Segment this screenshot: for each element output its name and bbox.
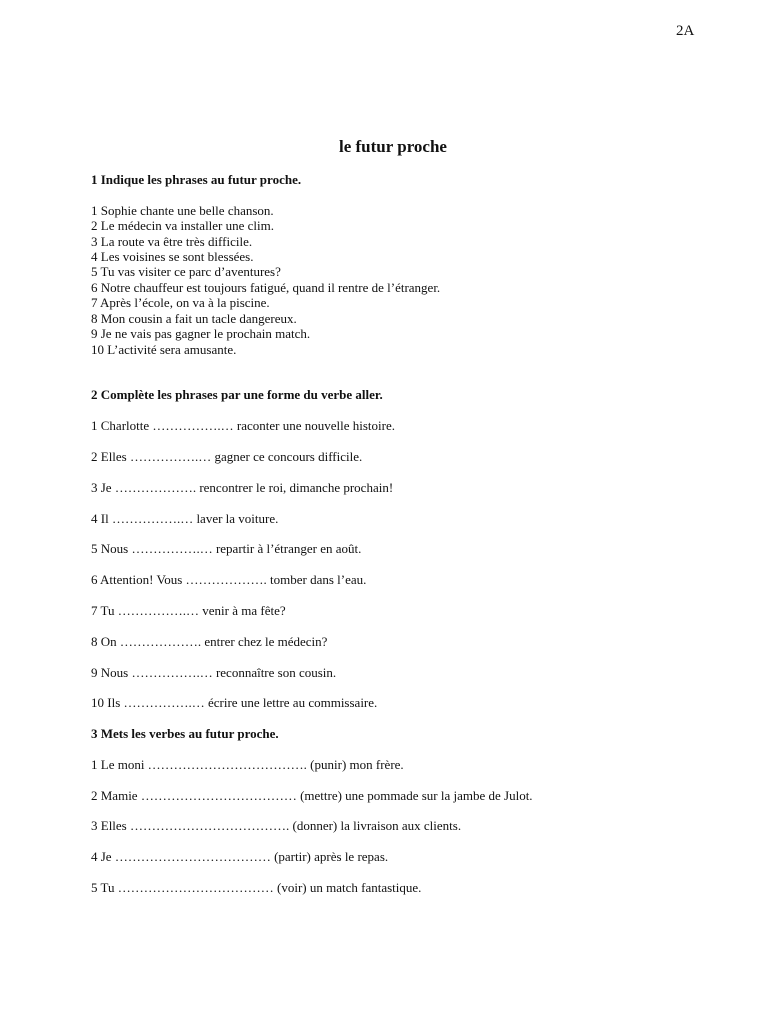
exercise-1-item: 6 Notre chauffeur est toujours fatigué, quand il rentre de l’étranger.: [91, 280, 441, 295]
exercise-2-item: 5 Nous …………….… repartir à l’étranger en août.: [91, 541, 362, 556]
exercise-2-item: 2 Elles …………….… gagner ce concours difficile.: [91, 449, 363, 464]
exercise-1-item: 1 Sophie chante une belle chanson.: [91, 203, 274, 218]
exercise-2-item: 8 On ………………. entrer chez le médecin?: [91, 634, 328, 649]
exercise-2-heading: 2 Complète les phrases par une forme du verbe aller.: [91, 387, 383, 402]
exercise-2-item: 6 Attention! Vous ………………. tomber dans l’eau.: [91, 572, 367, 587]
page-number: 2A: [676, 23, 695, 39]
exercise-1-item: 8 Mon cousin a fait un tacle dangereux.: [91, 311, 297, 326]
exercise-2-item: 7 Tu …………….… venir à ma fête?: [91, 603, 286, 618]
exercise-2-item: 9 Nous …………….… reconnaître son cousin.: [91, 665, 337, 680]
exercise-3-item: 3 Elles ………………………………. (donner) la livraison aux clients.: [91, 818, 462, 833]
exercise-2-item: 10 Ils …………….… écrire une lettre au commissaire.: [91, 695, 378, 710]
exercise-3-item: 5 Tu ……………………………… (voir) un match fantastique.: [91, 880, 422, 895]
exercise-3-item: 4 Je ……………………………… (partir) après le repas.: [91, 849, 389, 864]
exercise-1-item: 10 L’activité sera amusante.: [91, 342, 237, 357]
exercise-1-item: 3 La route va être très difficile.: [91, 234, 253, 249]
exercise-1-item: 5 Tu vas visiter ce parc d’aventures?: [91, 264, 281, 279]
exercise-1-item: 4 Les voisines se sont blessées.: [91, 249, 254, 264]
exercise-2-item: 1 Charlotte …………….… raconter une nouvelle histoire.: [91, 418, 395, 433]
page-title: le futur proche: [339, 137, 447, 156]
exercise-3-heading: 3 Mets les verbes au futur proche.: [91, 726, 279, 741]
exercise-1-item: 9 Je ne vais pas gagner le prochain match.: [91, 326, 311, 341]
exercise-3-item: 1 Le moni ………………………………. (punir) mon frère.: [91, 757, 404, 772]
exercise-3-item: 2 Mamie ……………………………… (mettre) une pommade sur la jambe de Julot.: [91, 788, 533, 803]
exercise-1-item: 7 Après l’école, on va à la piscine.: [91, 295, 270, 310]
exercise-1-heading: 1 Indique les phrases au futur proche.: [91, 172, 302, 187]
exercise-2-item: 3 Je ………………. rencontrer le roi, dimanche prochain!: [91, 480, 394, 495]
exercise-1-item: 2 Le médecin va installer une clim.: [91, 218, 275, 233]
exercise-2-item: 4 Il …………….… laver la voiture.: [91, 511, 279, 526]
